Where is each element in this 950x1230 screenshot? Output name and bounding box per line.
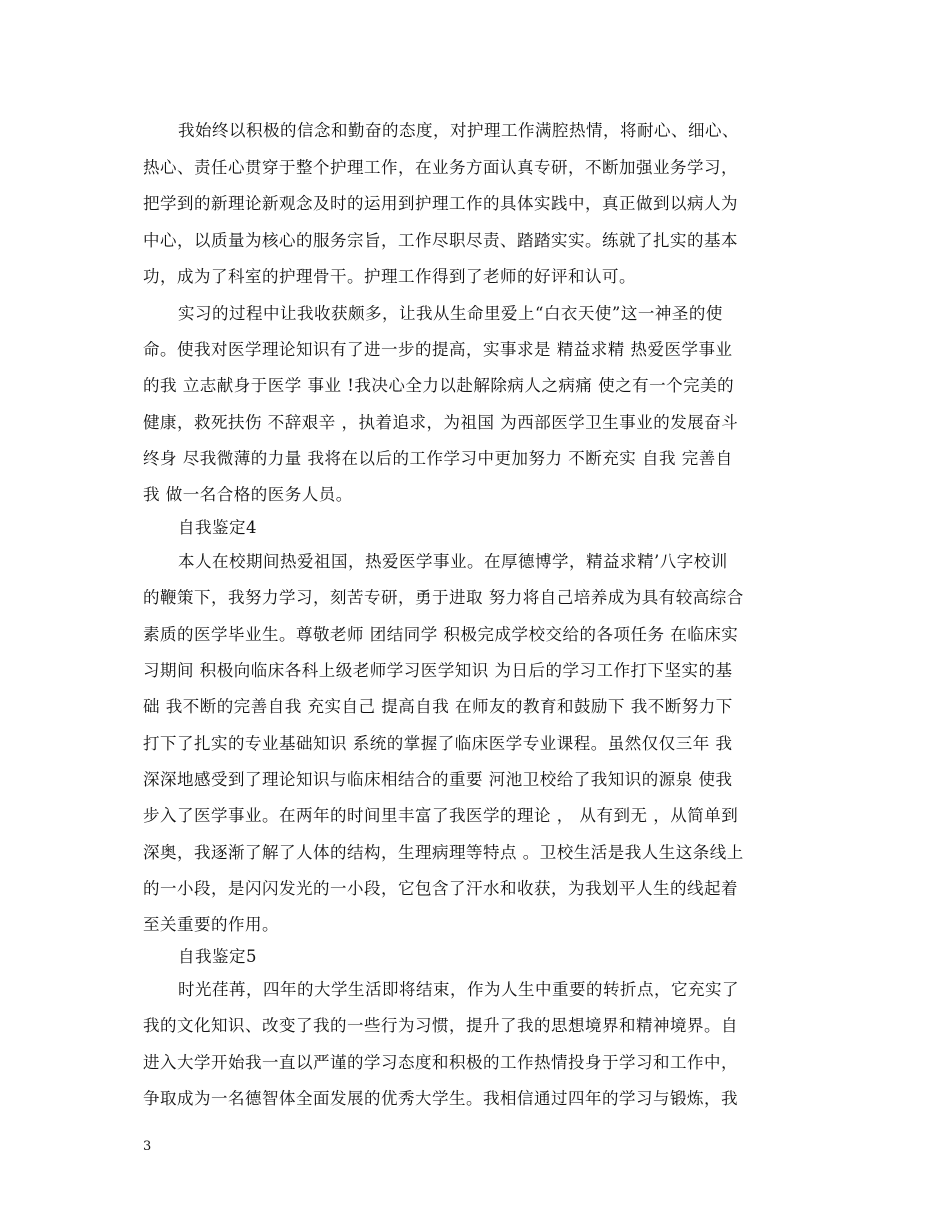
section-heading: 自我鉴定5	[178, 947, 257, 966]
text-line: 的一小段，是闪闪发光的一小段，它包含了汗水和收获，为我划平人生的线起着	[143, 879, 738, 898]
text-line: 素质的医学毕业生。尊敬老师 团结同学 积极完成学校交给的各项任务 在临床实	[143, 625, 739, 644]
text-line: 时光荏苒，四年的大学生活即将结束，作为人生中重要的转折点，它充实了	[178, 980, 739, 999]
text-line: 打下了扎实的专业基础知识 系统的掌握了临床医学专业课程。虽然仅仅三年 我	[143, 734, 733, 753]
page-number: 3	[143, 1139, 152, 1154]
text-line: 础 我不断的完善自我 充实自己 提高自我 在师友的教育和鼓励下 我不断努力下	[143, 697, 733, 716]
text-line: 热心、责任心贯穿于整个护理工作，在业务方面认真专研，不断加强业务学习，	[143, 158, 738, 177]
text-line: 功，成为了科室的护理骨干。护理工作得到了老师的好评和认可。	[143, 267, 636, 286]
text-line: 中心，以质量为核心的服务宗旨，工作尽职尽责、踏踏实实。练就了扎实的基本	[143, 231, 738, 250]
text-line: 深奥，我逐渐了解了人体的结构，生理病理等特点 。卫校生活是我人生这条线上	[143, 843, 744, 862]
text-line: 命。使我对医学理论知识有了进一步的提高，实事求是 精益求精 热爱医学事业	[143, 340, 733, 359]
section-heading: 自我鉴定4	[178, 518, 257, 537]
text-line: 的我 立志献身于医学 事业 !我决心全力以赴解除病人之病痛 使之有一个完美的	[143, 376, 735, 395]
text-line: 健康，救死扶伤 不辞艰辛 ，执着追求，为祖国 为西部医学卫生事业的发展奋斗	[143, 413, 739, 432]
text-line: 的鞭策下，我努力学习，刻苦专研，勇于进取 努力将自己培养成为具有较高综合	[143, 588, 744, 607]
text-line: 步入了医学事业。在两年的时间里丰富了我医学的理论 ， 从有到无 ，从简单到	[143, 806, 739, 825]
text-line: 深深地感受到了理论知识与临床相结合的重要 河池卫校给了我知识的源泉 使我	[143, 770, 733, 789]
text-line: 我始终以积极的信念和勤奋的态度，对护理工作满腔热情，将耐心、细心、	[178, 121, 739, 140]
text-line: 我的文化知识、改变了我的一些行为习惯，提升了我的思想境界和精神境界。自	[143, 1016, 738, 1035]
text-line: 我 做一名合格的医务人员。	[143, 485, 353, 504]
text-line: 本人在校期间热爱祖国，热爱医学事业。在厚德博学，精益求精’八字校训	[178, 552, 728, 571]
text-line: 习期间 积极向临床各科上级老师学习医学知识 为日后的学习工作打下坚实的基	[143, 661, 733, 680]
text-line: 至关重要的作用。	[143, 915, 279, 934]
text-line: 争取成为一名德智体全面发展的优秀大学生。我相信通过四年的学习与锻炼，我	[143, 1089, 738, 1108]
text-line: 把学到的新理论新观念及时的运用到护理工作的具体实践中，真正做到以病人为	[143, 194, 738, 213]
text-line: 终身 尽我微薄的力量 我将在以后的工作学习中更加努力 不断充实 自我 完善自	[143, 449, 733, 468]
text-line: 进入大学开始我一直以严谨的学习态度和积极的工作热情投身于学习和工作中，	[143, 1053, 738, 1072]
text-line: 实习的过程中让我收获颇多，让我从生命里爱上“白衣天使”这一神圣的使	[178, 304, 723, 323]
